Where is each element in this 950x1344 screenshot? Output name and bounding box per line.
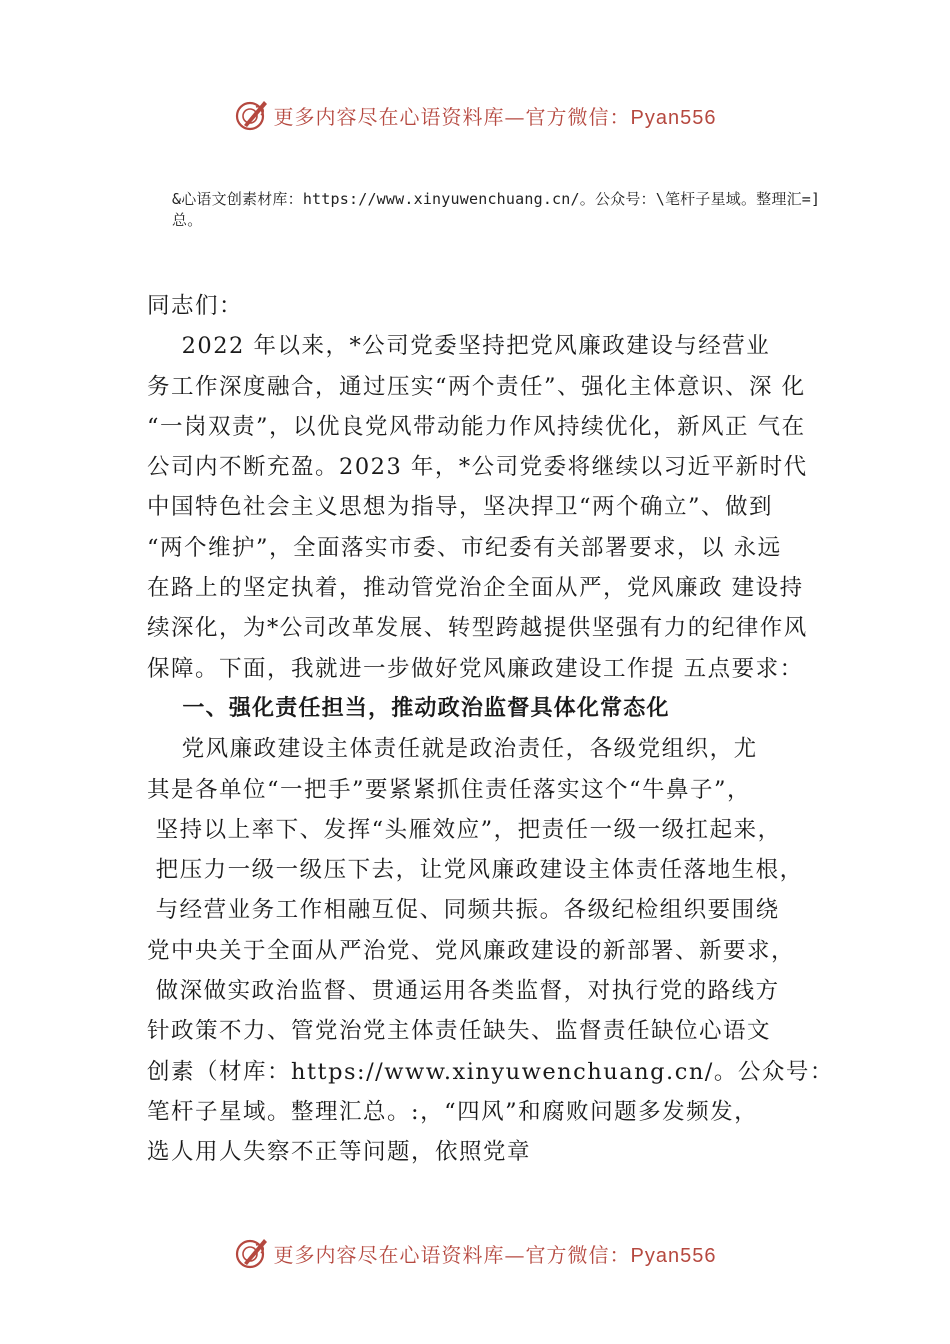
paragraph-line: 坚持以上率下、发挥“头雁效应”，把责任一级一级扛起来，: [147, 816, 782, 843]
paragraph-line: 在路上的坚定执着，推动管党治企全面从严，党风廉政 建设持: [147, 575, 804, 602]
quill-logo-icon: [234, 1235, 270, 1271]
paragraph-line: 做深做实政治监督、贯通运用各类监督，对执行党的路线方: [147, 978, 780, 1005]
wechat-id: Pyan556: [630, 106, 717, 129]
quill-logo-icon: [234, 97, 270, 133]
wechat-id: Pyan556: [630, 1244, 717, 1267]
footer-banner: [0, 1233, 950, 1273]
paragraph-line: 其是各单位“一把手”要紧紧抓住责任落实这个“牛鼻子”，: [147, 776, 752, 803]
banner-text: 更多内容尽在心语资料库—官方微信：Pyan556: [273, 1242, 717, 1267]
paragraph-line: 党中央关于全面从严治党、党风廉政建设的新部署、新要求，: [147, 937, 796, 964]
banner-text: 更多内容尽在心语资料库—官方微信：Pyan556: [273, 104, 717, 129]
paragraph-line: 中国特色社会主义思想为指导，坚决捍卫“两个确立”、做到: [147, 494, 774, 521]
salutation: 同志们：: [147, 293, 244, 319]
paragraph-line: 笔杆子星域。整理汇总。:，“四风”和腐败问题多发频发，: [147, 1098, 759, 1125]
paragraph-line: 公司内不断充盈。2023 年，*公司党委将继续以习近平新时代: [147, 454, 808, 481]
paragraph-line: 保障。下面，我就进一步做好党风廉政建设工作提 五点要求：: [147, 655, 804, 682]
paragraph-line: “一岗双责”，以优良党风带动能力作风持续优化，新风正 气在: [147, 413, 806, 440]
paragraph-line: 与经营业务工作相融互促、同频共振。各级纪检组织要围绕: [147, 897, 780, 924]
document-body: [147, 286, 837, 1173]
source-note: &心语文创素材库：https://www.xinyuwenchuang.cn/。公众号：\笔杆子星域。整理汇=]总。: [172, 190, 821, 229]
paragraph-line: 党风廉政建设主体责任就是政治责任，各级党组织，尤: [147, 736, 758, 763]
paragraph-line: 续深化，为*公司改革发展、转型跨越提供坚强有力的纪律作风: [147, 615, 808, 642]
header-banner: [0, 95, 950, 135]
paragraph-line: 针政策不力、管党治党主体责任缺失、监督责任缺位心语文: [147, 1018, 772, 1045]
paragraph-line: 创素（材库：https://www.xinyuwenchuang.cn/。公众号：: [147, 1058, 834, 1085]
paragraph-line: 选人用人失察不正等问题，依照党章: [147, 1139, 532, 1166]
paragraph-line: 把压力一级一级压下去，让党风廉政建设主体责任落地生根，: [147, 857, 804, 884]
paragraph-line: “两个维护”，全面落实市委、市纪委有关部署要求，以 永远: [147, 534, 782, 561]
section-heading: 一、强化责任担当，推动政治监督具体化常态化: [147, 695, 670, 721]
paragraph-line: 务工作深度融合，通过压实“两个责任”、强化主体意识、深 化: [147, 373, 806, 400]
paragraph-line: 2022 年以来，*公司党委坚持把党风廉政建设与经营业: [147, 333, 771, 360]
